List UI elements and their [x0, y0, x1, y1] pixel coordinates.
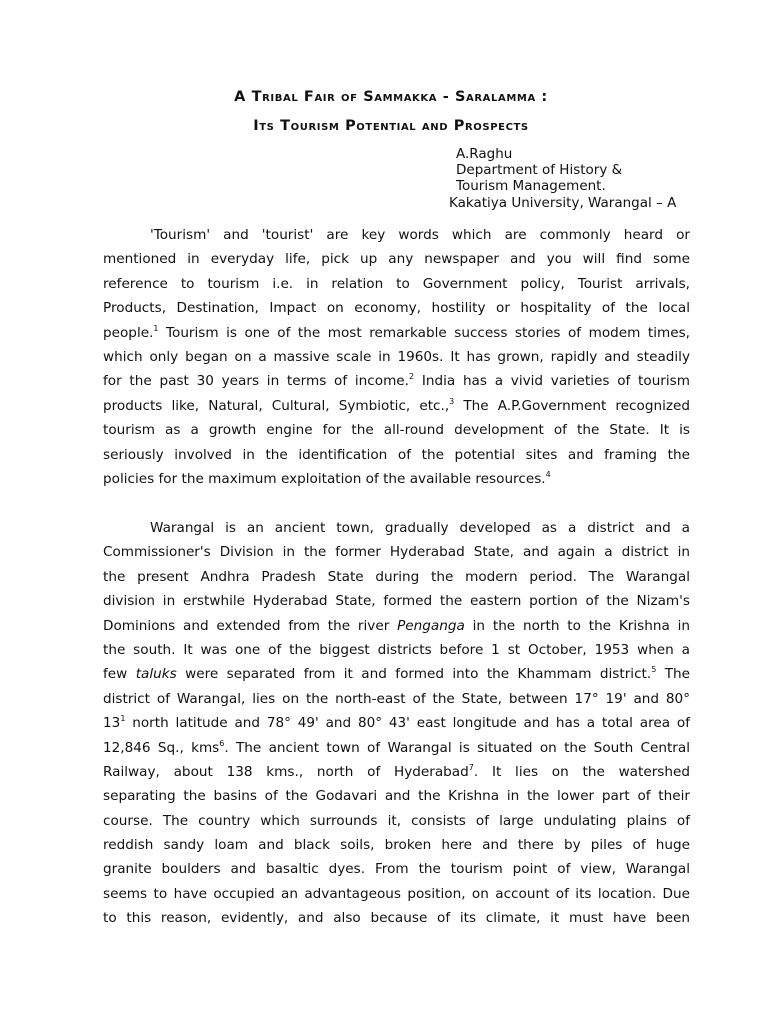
text-line: tourism as a growth engine for the all-round development of the State. It is — [103, 422, 690, 439]
footnote-ref: 5 — [651, 665, 657, 675]
text-segment: Tourism is one of the most remarkable success stories of modem times, — [158, 324, 690, 341]
text-segment: The — [656, 666, 690, 683]
paragraph-1 — [103, 223, 690, 491]
text-line: Commissioner's Division in the former Hyderabad State, and again a district in — [103, 544, 690, 561]
text-segment: India has a vivid varieties of tourism — [414, 373, 690, 390]
text-line: Warangal is an ancient town, gradually developed as a district and a — [150, 520, 690, 536]
text-line: division in erstwhile Hyderabad State, formed the eastern portion of the Nizam's — [103, 593, 690, 610]
text-line: course. The country which surrounds it, consists of large undulating plains of — [103, 812, 690, 829]
author-university: Kakatiya University, Warangal – A — [449, 194, 677, 211]
text-line: Products, Destination, Impact on economy, hostility or hospitality of the local — [103, 300, 690, 317]
footnote-ref: 4 — [545, 469, 551, 479]
footnote-ref: 6 — [219, 738, 225, 748]
document-subtitle: Its Tourism Potential and Prospects — [253, 118, 529, 134]
text-segment: few — [103, 666, 136, 683]
text-line — [103, 394, 690, 418]
text-line: reference to tourism i.e. in relation to Government policy, Tourist arrivals, — [103, 275, 690, 292]
text-line — [103, 369, 690, 393]
text-line — [103, 662, 690, 686]
text-segment: products like, Natural, Cultural, Symbiotic, etc., — [103, 397, 450, 414]
text-line — [103, 760, 690, 784]
text-line: seems to have occupied an advantageous position, on account of its location. Due — [103, 885, 690, 902]
text-segment: 13 — [103, 715, 121, 732]
text-segment: Dominions and extended from the river — [103, 617, 398, 634]
author-name: A.Raghu — [456, 146, 513, 162]
document-title: A Tribal Fair of Sammakka - Saralamma : — [234, 89, 548, 105]
text-line: to this reason, evidently, and also because of its climate, it must have been — [103, 910, 690, 927]
river-name: Penganga — [397, 617, 465, 634]
text-line — [103, 467, 690, 491]
text-line — [103, 736, 690, 760]
author-department-cont: Tourism Management. — [456, 178, 606, 195]
footnote-ref: 2 — [409, 372, 415, 382]
text-line: district of Warangal, lies on the north-east of the State, between 17° 19' and 80° — [103, 690, 690, 707]
text-line: which only began on a massive scale in 1960s. It has grown, rapidly and steadily — [103, 348, 690, 365]
text-segment: north latitude and 78° 49' and 80° 43' east longitude and has a total area of — [125, 715, 690, 732]
text-segment: for the past 30 years in terms of income. — [103, 373, 409, 390]
text-line: 'Tourism' and 'tourist' are key words which are commonly heard or — [150, 227, 690, 243]
text-line: the south. It was one of the biggest districts before 1 st October, 1953 when a — [103, 641, 690, 658]
text-line: mentioned in everyday life, pick up any newspaper and you will find some — [103, 251, 690, 268]
text-line: seriously involved in the identification of the potential sites and framing the — [103, 446, 690, 463]
text-segment: . The ancient town of Warangal is situated on the South Central — [224, 739, 690, 756]
text-segment: were separated from it and formed into the Khammam district. — [176, 666, 652, 683]
italic-term: taluks — [135, 666, 177, 683]
text-segment: The A.P.Government recognized — [454, 397, 690, 414]
footnote-ref: 1 — [153, 323, 159, 333]
text-line: separating the basins of the Godavari and the Krishna in the lower part of their — [103, 788, 690, 805]
text-segment: policies for the maximum exploitation of the available resources. — [103, 470, 546, 487]
footnote-ref: 3 — [449, 396, 455, 406]
text-line — [103, 711, 690, 735]
footnote-ref: 1 — [120, 714, 126, 724]
text-line: the present Andhra Pradesh State during the modern period. The Warangal — [103, 568, 690, 585]
author-block — [449, 146, 676, 211]
text-segment: Railway, about 138 kms., north of Hyderabad — [103, 763, 469, 780]
text-segment: people. — [103, 324, 154, 341]
author-department: Department of History & — [456, 162, 623, 179]
footnote-ref: 7 — [468, 762, 474, 772]
text-line — [103, 321, 690, 345]
text-line — [103, 614, 690, 638]
text-segment: in the north to the Krishna in — [464, 617, 690, 634]
paragraph-2 — [103, 516, 690, 931]
text-line: granite boulders and basaltic dyes. From the tourism point of view, Warangal — [103, 861, 690, 878]
text-line: reddish sandy loam and black soils, broken here and there by piles of huge — [103, 837, 690, 854]
text-segment: 12,846 Sq., kms — [103, 739, 220, 756]
text-segment: . It lies on the watershed — [473, 763, 690, 780]
